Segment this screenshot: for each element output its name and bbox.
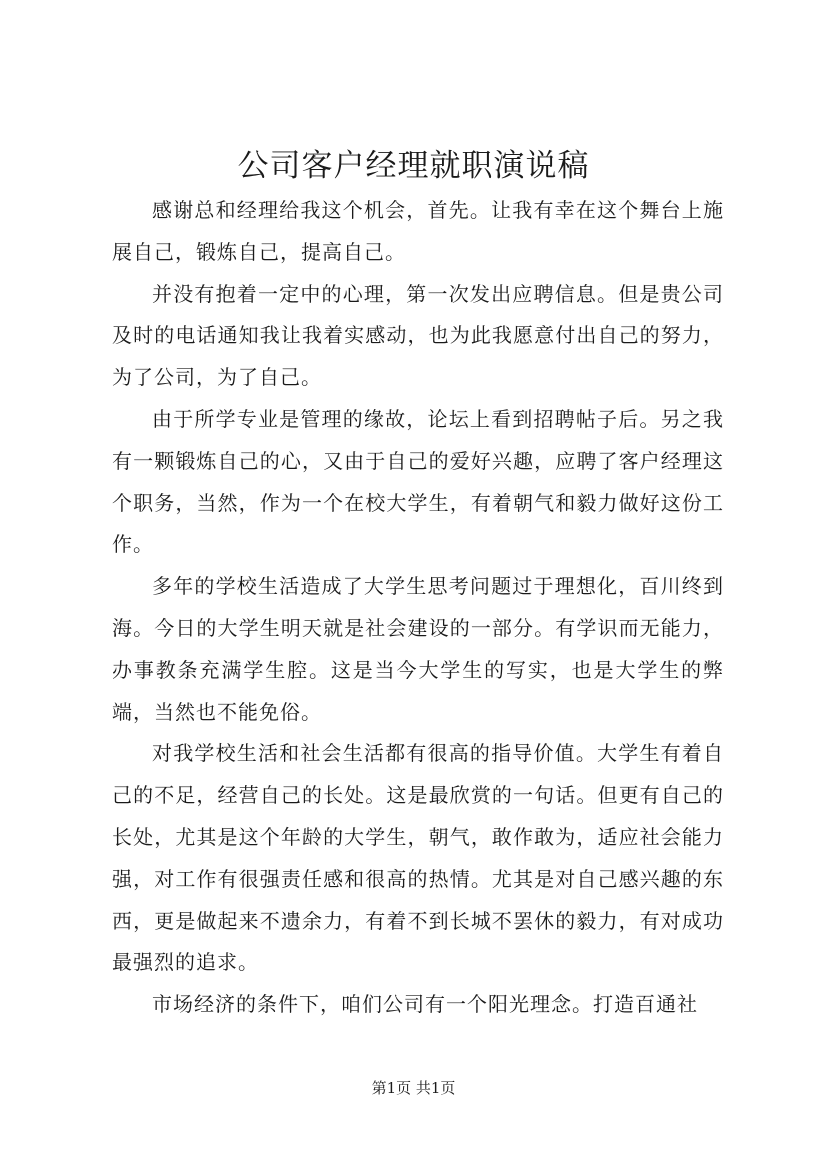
page-number-footer: 第1页 共1页 bbox=[371, 1079, 456, 1097]
paragraph: 由于所学专业是管理的缘故，论坛上看到招聘帖子后。另之我有一颗锻炼自己的心，又由于自己的爱好兴趣，应聘了客户经理这个职务，当然，作为一个在校大学生，有着朝气和毅力做好这份工作。 bbox=[112, 406, 724, 557]
paragraph: 多年的学校生活造成了大学生思考问题过于理想化，百川终到海。今日的大学生明天就是社会建设的一部分。有学识而无能力，办事教条充满学生腔。这是当今大学生的写实，也是大学生的弊端，当然也不能免俗。 bbox=[112, 574, 724, 724]
paragraph: 感谢总和经理给我这个机会，首先。让我有幸在这个舞台上施展自己，锻炼自己，提高自己。 bbox=[112, 198, 724, 264]
document-title: 公司客户经理就职演说稿 bbox=[237, 148, 590, 184]
document-body bbox=[112, 190, 724, 1026]
paragraph: 对我学校生活和社会生活都有很高的指导价值。大学生有着自己的不足，经营自己的长处。这是最欣赏的一句话。但更有自己的长处，尤其是这个年龄的大学生，朝气，敢作敢为，适应社会能力强，对工作有很强责任感和很高的热情。尤其是对自己感兴趣的东西，更是做起来不遗余力，有着不到长城不罢休的毅力，有对成功最强烈的追求。 bbox=[112, 741, 724, 975]
paragraph: 市场经济的条件下，咱们公司有一个阳光理念。打造百通社 bbox=[152, 992, 698, 1017]
paragraph: 并没有抱着一定中的心理，第一次发出应聘信息。但是贵公司及时的电话通知我让我着实感动，也为此我愿意付出自己的努力，为了公司，为了自己。 bbox=[112, 281, 724, 390]
